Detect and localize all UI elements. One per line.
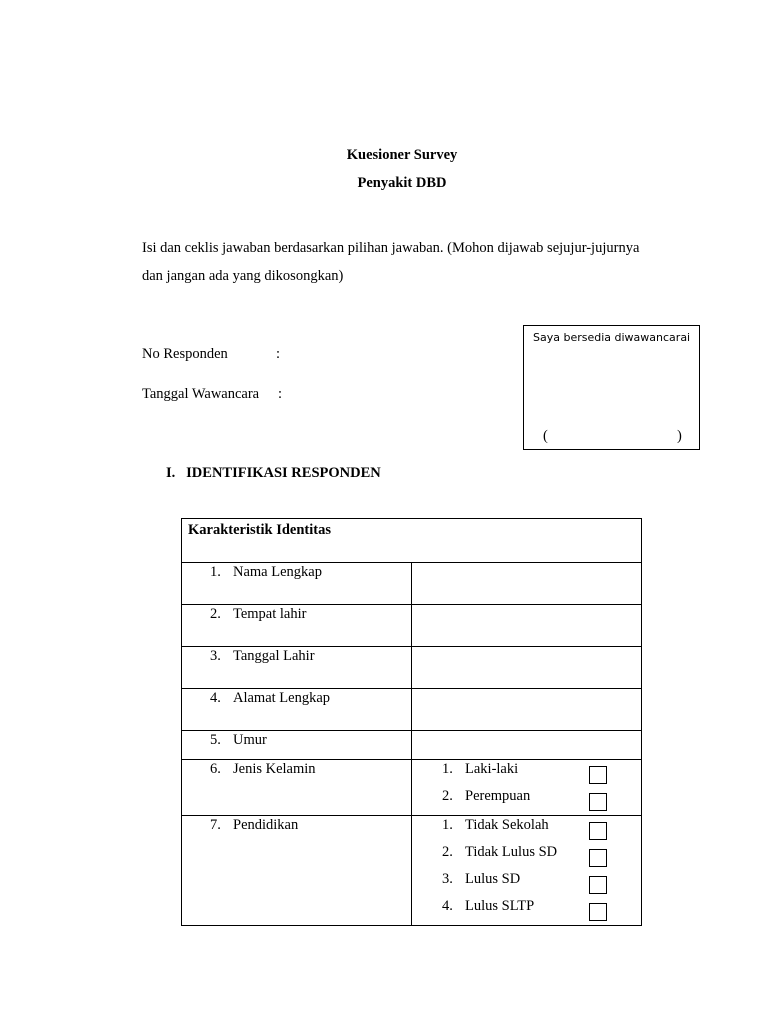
row-label-tempat-lahir: 2. Tempat lahir	[182, 605, 412, 647]
table-row	[182, 647, 642, 689]
checkbox-lulus-sltp[interactable]	[589, 903, 607, 921]
consent-text: Saya bersedia diwawancarai	[533, 331, 691, 344]
option-laki-laki: 1. Laki-laki	[442, 761, 641, 788]
section-number: I.	[166, 465, 176, 481]
row-label-alamat: 4. Alamat Lengkap	[182, 689, 412, 731]
table-row	[182, 731, 642, 760]
checkbox-laki-laki[interactable]	[589, 766, 607, 784]
row-label-umur: 5. Umur	[182, 731, 412, 760]
consent-open-paren: (	[543, 428, 548, 444]
answer-cell-tempat-lahir[interactable]	[412, 605, 642, 647]
section-title: IDENTIFIKASI RESPONDEN	[186, 465, 381, 481]
tanggal-wawancara-label: Tanggal Wawancara	[142, 386, 260, 402]
option-lulus-sd: 3. Lulus SD	[442, 871, 641, 898]
pendidikan-options	[412, 816, 642, 926]
table-row	[182, 816, 642, 926]
option-lulus-sltp: 4. Lulus SLTP	[442, 898, 641, 925]
checkbox-tidak-lulus-sd[interactable]	[589, 849, 607, 867]
no-responden-colon: :	[276, 346, 281, 362]
section-heading	[166, 465, 381, 482]
document-title: Kuesioner Survey	[346, 147, 458, 163]
table-header-row	[182, 519, 642, 563]
jenis-kelamin-options	[412, 760, 642, 816]
row-label-jenis-kelamin: 6. Jenis Kelamin	[182, 760, 412, 816]
table-header: Karakteristik Identitas	[182, 519, 642, 563]
table-row	[182, 689, 642, 731]
row-label-nama: 1. Nama Lengkap	[182, 563, 412, 605]
instructions-line-1: Isi dan ceklis jawaban berdasarkan pilihan jawaban. (Mohon dijawab sejujur-jujurnya	[142, 240, 640, 256]
checkbox-lulus-sd[interactable]	[589, 876, 607, 894]
answer-cell-umur[interactable]	[412, 731, 642, 760]
consent-close-paren: )	[677, 428, 682, 444]
tanggal-wawancara-colon: :	[278, 386, 283, 402]
option-tidak-sekolah: 1. Tidak Sekolah	[442, 817, 641, 844]
checkbox-perempuan[interactable]	[589, 793, 607, 811]
document-subtitle: Penyakit DBD	[357, 175, 447, 191]
table-row	[182, 760, 642, 816]
identity-table	[181, 518, 642, 926]
table-row	[182, 563, 642, 605]
table-row	[182, 605, 642, 647]
no-responden-label: No Responden	[142, 346, 228, 362]
consent-box	[523, 325, 700, 450]
answer-cell-tanggal-lahir[interactable]	[412, 647, 642, 689]
option-perempuan: 2. Perempuan	[442, 788, 641, 815]
checkbox-tidak-sekolah[interactable]	[589, 822, 607, 840]
row-label-pendidikan: 7. Pendidikan	[182, 816, 412, 926]
option-tidak-lulus-sd: 2. Tidak Lulus SD	[442, 844, 641, 871]
answer-cell-alamat[interactable]	[412, 689, 642, 731]
row-label-tanggal-lahir: 3. Tanggal Lahir	[182, 647, 412, 689]
instructions-line-2: dan jangan ada yang dikosongkan)	[142, 268, 344, 284]
answer-cell-nama[interactable]	[412, 563, 642, 605]
